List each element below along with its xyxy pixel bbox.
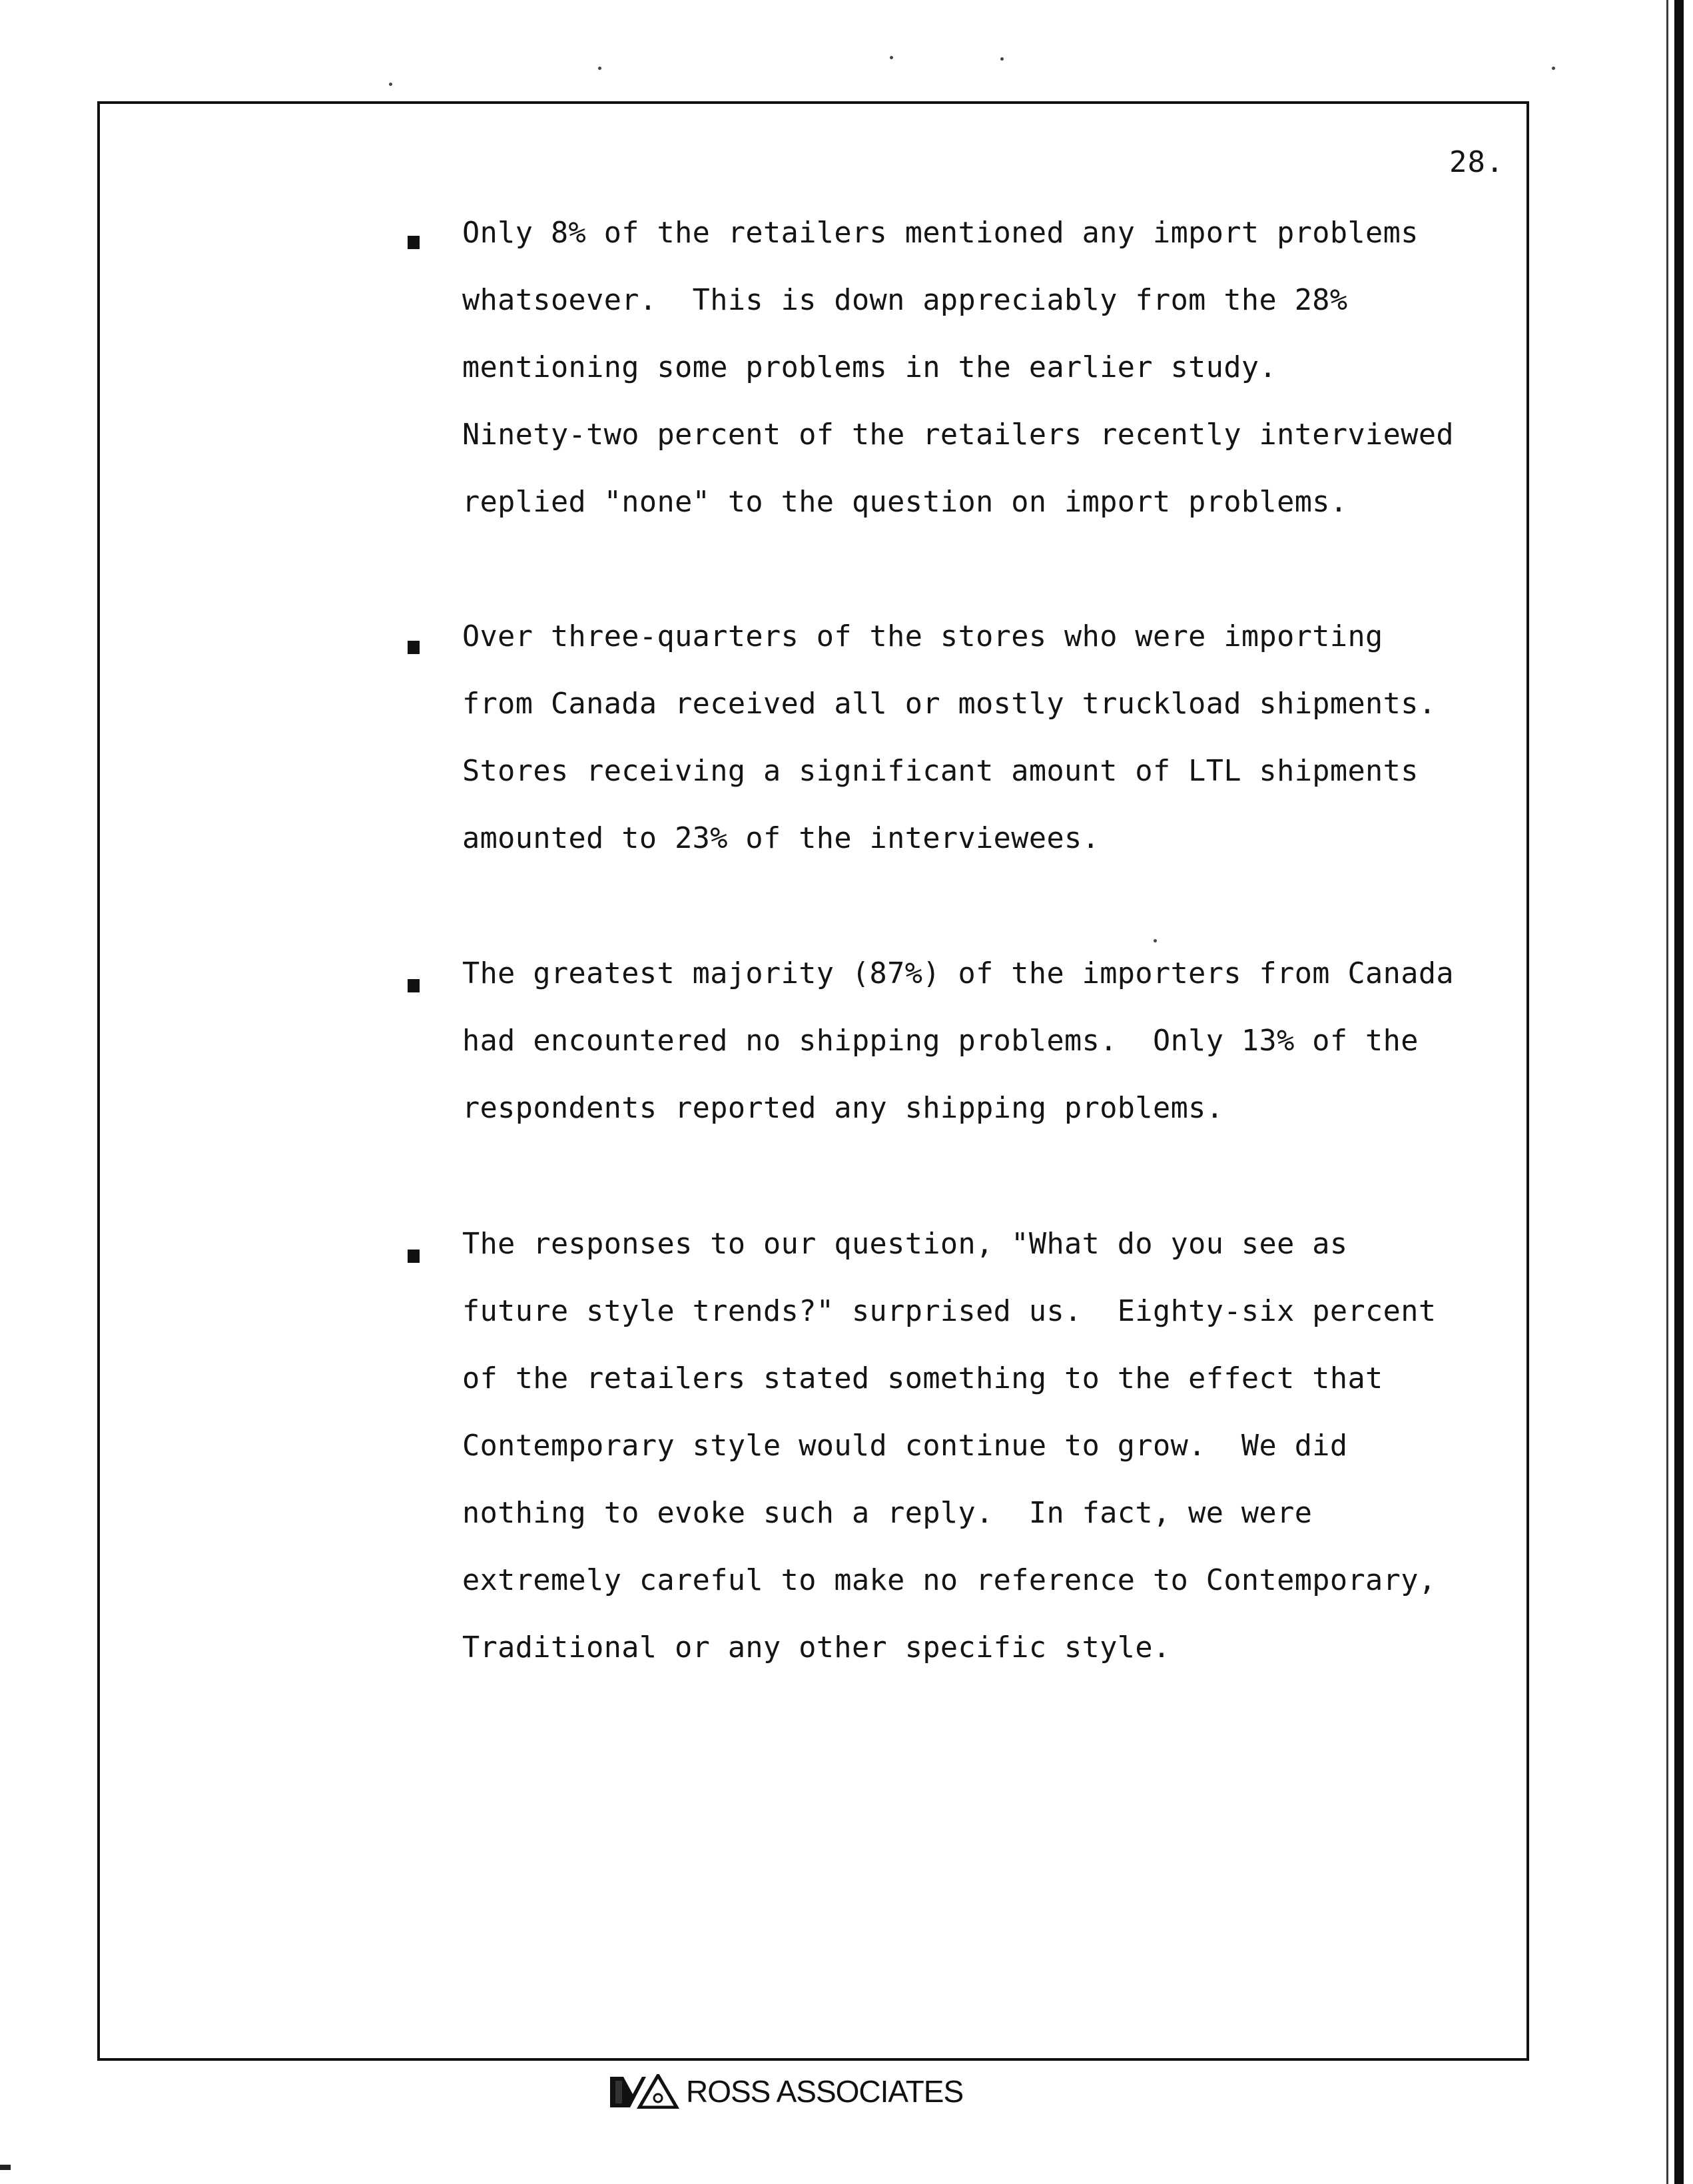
text-line: future style trends?" surprised us. Eighty-six percent	[462, 1295, 1437, 1328]
footer-company-logo	[610, 2073, 963, 2110]
text-line: The greatest majority (87%) of the importers from Canada	[462, 957, 1454, 990]
text-line: Over three-quarters of the stores who were importing	[462, 620, 1383, 653]
bullet-square-icon	[408, 641, 420, 654]
bullet-text	[462, 200, 1454, 536]
text-line: The responses to our question, "What do you see as	[462, 1228, 1348, 1261]
text-line: Ninety-two percent of the retailers recently interviewed	[462, 418, 1454, 452]
text-line: nothing to evoke such a reply. In fact, we were	[462, 1497, 1313, 1530]
text-line: mentioning some problems in the earlier study.	[462, 351, 1277, 384]
scan-speck	[1552, 67, 1555, 70]
text-line: replied "none" to the question on import problems.	[462, 486, 1348, 519]
text-line: of the retailers stated something to the effect that	[462, 1362, 1383, 1395]
text-line: respondents reported any shipping problems.	[462, 1092, 1224, 1125]
text-line: Only 8% of the retailers mentioned any import problems	[462, 216, 1419, 250]
text-line: whatsoever. This is down appreciably from the 28%	[462, 284, 1348, 317]
scan-speck	[890, 56, 893, 59]
bullet-text	[462, 603, 1436, 873]
scan-speck	[1000, 57, 1004, 61]
footer-company-name: ROSS ASSOCIATES	[686, 2074, 964, 2109]
bullet-square-icon	[408, 1250, 420, 1263]
scan-edge-bar	[1674, 0, 1684, 2184]
text-line: Contemporary style would continue to grow. We did	[462, 1429, 1348, 1463]
text-line: amounted to 23% of the interviewees.	[462, 822, 1100, 855]
bullet-square-icon	[408, 236, 420, 249]
text-line: Stores receiving a significant amount of LTL shipments	[462, 755, 1419, 788]
scan-speck	[389, 83, 392, 86]
page-number: 28.	[1449, 145, 1505, 179]
scan-speck	[598, 67, 601, 70]
bullet-text	[462, 940, 1454, 1142]
bullet-square-icon	[408, 979, 420, 992]
ross-associates-logo-icon	[610, 2074, 681, 2109]
text-line: had encountered no shipping problems. Only 13% of the	[462, 1024, 1419, 1058]
bullet-text	[462, 1211, 1436, 1682]
text-line: from Canada received all or mostly truckload shipments.	[462, 687, 1437, 721]
text-line: extremely careful to make no reference to Contemporary,	[462, 1564, 1437, 1597]
scan-corner-mark	[0, 2165, 11, 2170]
scan-edge-line	[1666, 0, 1668, 2184]
text-line: Traditional or any other specific style.	[462, 1631, 1171, 1664]
